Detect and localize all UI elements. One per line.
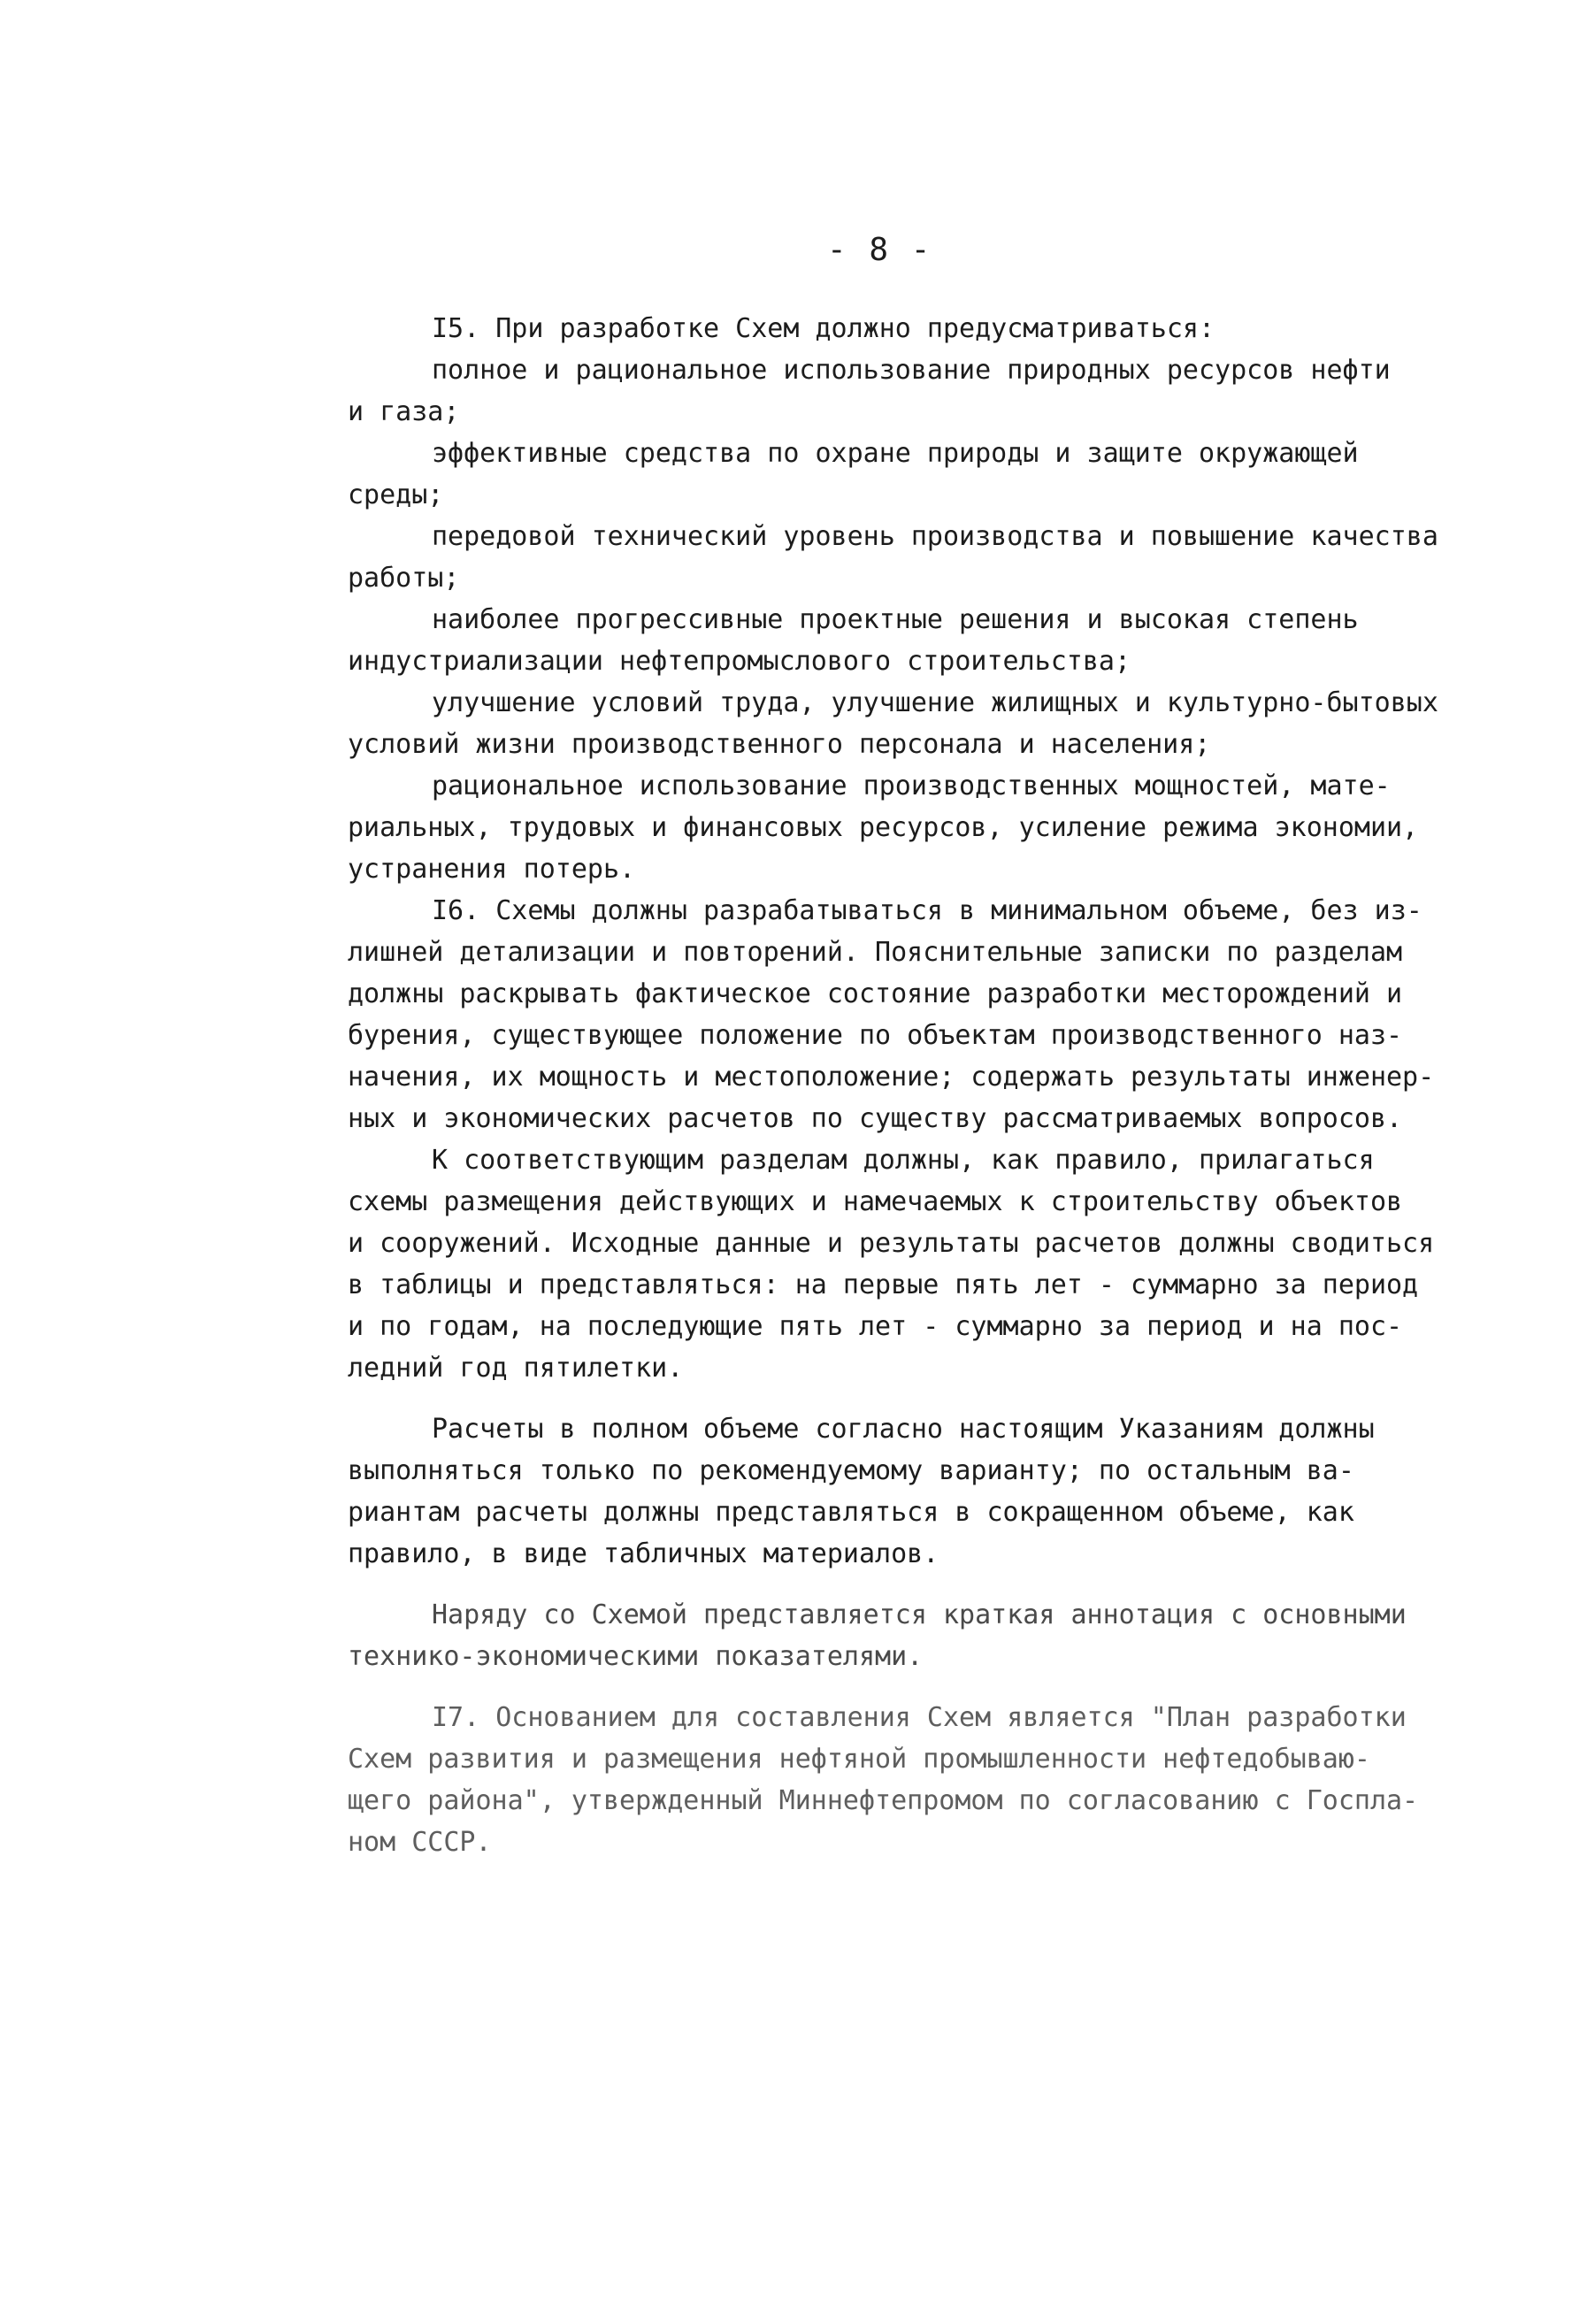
paragraph-line: правило, в виде табличных материалов. (348, 1538, 939, 1569)
paragraph-16-line: лишней детализации и повторений. Пояснительные записки по разделам (348, 937, 1403, 968)
paragraph-line: выполняться только по рекомендуемому варианту; по остальным ва- (348, 1455, 1354, 1486)
paragraph-line: и по годам, на последующие пять лет - суммарно за период и на пос- (348, 1311, 1403, 1342)
list-item-line: среды; (348, 479, 444, 510)
document-body (348, 308, 1489, 1863)
paragraph-15-line: I5. При разработке Схем должно предусматриваться: (432, 313, 1215, 344)
list-item-line: и газа; (348, 396, 460, 427)
list-item-line: индустриализации нефтепромыслового строительства; (348, 646, 1131, 677)
paragraph-16-line: ных и экономических расчетов по существу рассматриваемых вопросов. (348, 1103, 1403, 1134)
list-item-line: улучшение условий труда, улучшение жилищных и культурно-бытовых (432, 687, 1438, 718)
paragraph-17-line: Схем развития и размещения нефтяной промышленности нефтедобываю- (348, 1744, 1370, 1775)
list-item-line: условий жизни производственного персонала и населения; (348, 729, 1211, 760)
paragraph-16-line: должны раскрывать фактическое состояние разработки месторождений и (348, 978, 1403, 1009)
paragraph-16-line: I6. Схемы должны разрабатываться в минимальном объеме, без из- (432, 895, 1422, 926)
paragraph-17-line: ном СССР. (348, 1827, 492, 1858)
list-item-line: устранения потерь. (348, 854, 636, 885)
paragraph-17-line: щего района", утвержденный Миннефтепромом по согласованию с Госпла- (348, 1785, 1419, 1816)
paragraph-16-line: бурения, существующее положение по объектам производственного наз- (348, 1020, 1403, 1051)
list-item-line: риальных, трудовых и финансовых ресурсов, усиление режима экономии, (348, 812, 1419, 843)
paragraph-line: риантам расчеты должны представляться в сокращенном объеме, как (348, 1497, 1354, 1528)
paragraph-line: в таблицы и представляться: на первые пять лет - суммарно за период (348, 1269, 1419, 1300)
paragraph-17-line: I7. Основанием для составления Схем является "План разработки (432, 1702, 1407, 1733)
paragraph-line: схемы размещения действующих и намечаемых к строительству объектов (348, 1186, 1403, 1217)
list-item-line: работы; (348, 563, 460, 594)
list-item-line: полное и рациональное использование природных ресурсов нефти (432, 355, 1391, 386)
paragraph-line: Расчеты в полном объеме согласно настоящим Указаниям должны (432, 1414, 1375, 1445)
paragraph-line: ледний год пятилетки. (348, 1353, 684, 1384)
paragraph-line: К соответствующим разделам должны, как правило, прилагаться (432, 1145, 1375, 1176)
list-item-line: наиболее прогрессивные проектные решения и высокая степень (432, 604, 1359, 635)
list-item-line: передовой технический уровень производства и повышение качества (432, 521, 1438, 552)
list-item-line: эффективные средства по охране природы и защите окружающей (432, 438, 1359, 469)
paragraph-line: Наряду со Схемой представляется краткая аннотация с основными (432, 1599, 1407, 1630)
paragraph-line: технико-экономическими показателями. (348, 1641, 924, 1672)
list-item-line: рациональное использование производственных мощностей, мате- (432, 771, 1391, 802)
paragraph-line: и сооружений. Исходные данные и результаты расчетов должны сводиться (348, 1228, 1435, 1259)
paragraph-16-line: начения, их мощность и местоположение; содержать результаты инженер- (348, 1062, 1435, 1093)
page-number: - 8 - (827, 232, 932, 268)
